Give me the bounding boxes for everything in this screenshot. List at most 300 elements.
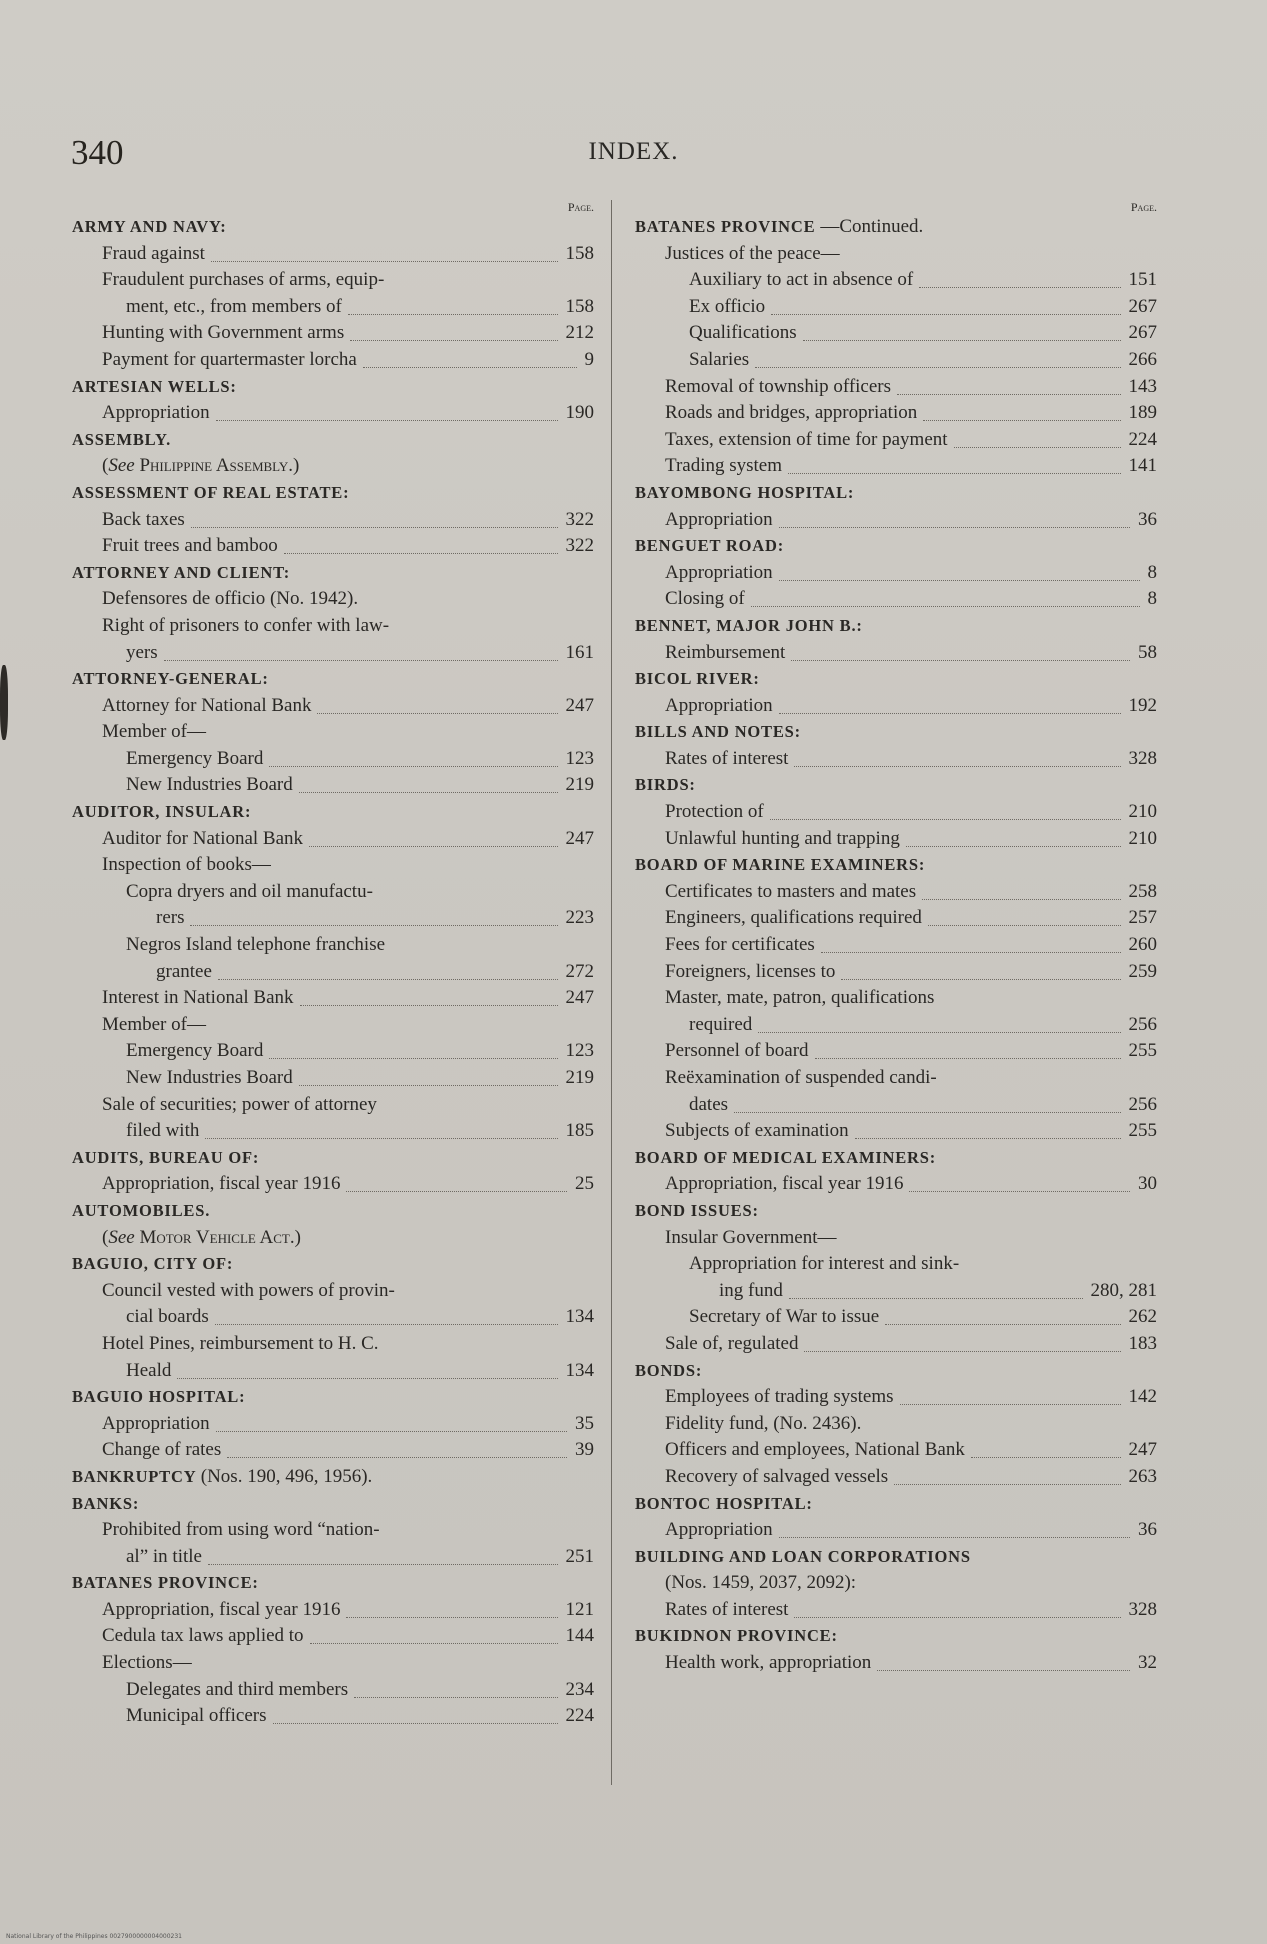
dot-leader bbox=[791, 659, 1130, 661]
index-entry bbox=[72, 294, 602, 321]
index-entry bbox=[72, 1650, 602, 1677]
heading-text: BAGUIO HOSPITAL: bbox=[72, 1387, 246, 1407]
dot-leader bbox=[971, 1456, 1121, 1458]
index-entry bbox=[635, 1411, 1165, 1438]
index-entry bbox=[635, 1437, 1165, 1464]
index-entry bbox=[72, 959, 602, 986]
index-entry bbox=[72, 852, 602, 879]
entry-text: New Industries Board bbox=[126, 774, 293, 796]
index-entry bbox=[635, 320, 1165, 347]
index-entry bbox=[72, 1304, 602, 1331]
entry-text: Reimbursement bbox=[665, 641, 786, 663]
index-heading bbox=[72, 427, 602, 454]
heading-text: BENGUET ROAD: bbox=[635, 536, 784, 556]
index-entry bbox=[635, 959, 1165, 986]
index-entry bbox=[635, 294, 1165, 321]
page-reference: 247 bbox=[565, 827, 594, 849]
index-entry bbox=[72, 1358, 602, 1385]
entry-text: Member of— bbox=[102, 1013, 206, 1035]
dot-leader bbox=[300, 1004, 558, 1006]
entry-text: Auditor for National Bank bbox=[102, 827, 304, 849]
index-entry bbox=[635, 1517, 1165, 1544]
index-entry bbox=[72, 533, 602, 560]
index-entry bbox=[72, 1038, 602, 1065]
index-entry bbox=[635, 1065, 1165, 1092]
entry-text: Emergency Board bbox=[126, 747, 264, 769]
dot-leader bbox=[751, 605, 1140, 607]
entry-text: Auxiliary to act in absence of bbox=[689, 269, 914, 291]
entry-text: Payment for quartermaster lorcha bbox=[102, 348, 357, 370]
page-reference: 192 bbox=[1128, 694, 1157, 716]
entry-text: Engineers, qualifications required bbox=[665, 907, 922, 929]
page-reference: 328 bbox=[1128, 747, 1157, 769]
index-heading bbox=[72, 1384, 602, 1411]
entry-text: Qualifications bbox=[689, 322, 797, 344]
index-entry bbox=[72, 1171, 602, 1198]
dot-leader bbox=[309, 845, 557, 847]
index-entry bbox=[72, 905, 602, 932]
entry-text: Prohibited from using word “nation- bbox=[102, 1519, 380, 1541]
entry-text: Fruit trees and bamboo bbox=[102, 535, 278, 557]
index-entry bbox=[72, 586, 602, 613]
heading-text: BOND ISSUES: bbox=[635, 1200, 759, 1220]
dot-leader bbox=[755, 366, 1120, 368]
dot-leader bbox=[317, 712, 557, 714]
page-reference: 142 bbox=[1128, 1386, 1157, 1408]
entry-text: Appropriation for interest and sink- bbox=[689, 1253, 960, 1275]
heading-text: BATANES PROVINCE bbox=[635, 217, 816, 236]
index-entry bbox=[635, 1278, 1165, 1305]
index-entry bbox=[72, 1012, 602, 1039]
entry-text: Negros Island telephone franchise bbox=[126, 934, 386, 956]
entry-text: yers bbox=[126, 641, 158, 663]
right-column bbox=[635, 200, 1165, 1677]
page-reference: 223 bbox=[565, 907, 594, 929]
page-reference: 263 bbox=[1128, 1465, 1157, 1487]
dot-leader bbox=[269, 765, 557, 767]
entry-text: Master, mate, patron, qualifications bbox=[665, 987, 935, 1009]
index-entry bbox=[72, 932, 602, 959]
page-reference: 322 bbox=[565, 508, 594, 530]
entry-text: Cedula tax laws applied to bbox=[102, 1625, 304, 1647]
page-reference: 328 bbox=[1128, 1598, 1157, 1620]
index-entry bbox=[72, 320, 602, 347]
dot-leader bbox=[815, 1057, 1121, 1059]
entry-text: Municipal officers bbox=[126, 1705, 267, 1727]
cross-ref-open: ( bbox=[102, 1226, 109, 1248]
dot-leader bbox=[190, 924, 557, 926]
index-entry bbox=[635, 241, 1165, 268]
heading-continuation: —Continued. bbox=[820, 216, 924, 237]
page-reference: 134 bbox=[565, 1306, 594, 1328]
dot-leader bbox=[841, 978, 1120, 980]
dot-leader bbox=[205, 1137, 557, 1139]
index-heading bbox=[72, 666, 602, 693]
dot-leader bbox=[922, 898, 1120, 900]
index-entry bbox=[635, 453, 1165, 480]
index-entry bbox=[72, 1411, 602, 1438]
heading-text: AUTOMOBILES. bbox=[72, 1200, 211, 1220]
cross-reference bbox=[72, 453, 602, 480]
dot-leader bbox=[909, 1190, 1130, 1192]
index-heading bbox=[72, 560, 602, 587]
dot-leader bbox=[218, 978, 558, 980]
index-heading bbox=[635, 1198, 1165, 1225]
index-entry bbox=[635, 905, 1165, 932]
dot-leader bbox=[779, 712, 1121, 714]
entry-text: Fees for certificates bbox=[665, 934, 815, 956]
index-heading bbox=[72, 1491, 602, 1518]
page-reference: 272 bbox=[565, 960, 594, 982]
page-reference: 189 bbox=[1128, 402, 1157, 424]
page-reference: 210 bbox=[1128, 801, 1157, 823]
entry-text: Rates of interest bbox=[665, 747, 789, 769]
entry-text: Defensores de officio (No. 1942). bbox=[102, 588, 359, 610]
dot-leader bbox=[348, 313, 558, 315]
entry-text: Taxes, extension of time for payment bbox=[665, 428, 948, 450]
entry-text: Insular Government— bbox=[665, 1226, 837, 1248]
index-entry bbox=[635, 400, 1165, 427]
entry-text: Delegates and third members bbox=[126, 1678, 349, 1700]
page-reference: 39 bbox=[575, 1439, 594, 1461]
cross-ref-open: ( bbox=[102, 455, 109, 477]
page-reference: 32 bbox=[1138, 1652, 1157, 1674]
index-heading bbox=[72, 214, 602, 241]
page-reference: 258 bbox=[1128, 880, 1157, 902]
entry-text: ing fund bbox=[719, 1279, 783, 1301]
dot-leader bbox=[346, 1190, 567, 1192]
page-reference: 255 bbox=[1128, 1120, 1157, 1142]
entry-text: Recovery of salvaged vessels bbox=[665, 1465, 889, 1487]
dot-leader bbox=[877, 1669, 1130, 1671]
left-entries bbox=[72, 214, 602, 1730]
index-entry bbox=[635, 1012, 1165, 1039]
dot-leader bbox=[923, 419, 1120, 421]
index-entry bbox=[635, 1384, 1165, 1411]
index-entry bbox=[72, 507, 602, 534]
heading-text: AUDITS, BUREAU OF: bbox=[72, 1147, 260, 1167]
page-number: 340 bbox=[71, 133, 124, 172]
entry-text: Employees of trading systems bbox=[665, 1386, 894, 1408]
dot-leader bbox=[803, 339, 1121, 341]
page-reference: 247 bbox=[565, 987, 594, 1009]
index-entry bbox=[635, 1251, 1165, 1278]
dot-leader bbox=[779, 526, 1130, 528]
entry-text: Fraud against bbox=[102, 242, 205, 264]
page-reference: 58 bbox=[1138, 641, 1157, 663]
heading-text: BONDS: bbox=[635, 1360, 703, 1380]
entry-text: Closing of bbox=[665, 588, 745, 610]
dot-leader bbox=[177, 1377, 557, 1379]
index-heading bbox=[72, 1464, 602, 1491]
index-entry bbox=[72, 1517, 602, 1544]
dot-leader bbox=[299, 1084, 558, 1086]
entry-text: Personnel of board bbox=[665, 1040, 809, 1062]
dot-leader bbox=[771, 313, 1120, 315]
index-entry bbox=[635, 826, 1165, 853]
index-entry bbox=[635, 586, 1165, 613]
index-entry bbox=[635, 374, 1165, 401]
dot-leader bbox=[779, 579, 1140, 581]
index-entry bbox=[635, 507, 1165, 534]
index-entry bbox=[635, 799, 1165, 826]
entry-text: Heald bbox=[126, 1359, 172, 1381]
entry-text: Council vested with powers of provin- bbox=[102, 1279, 395, 1301]
index-entry bbox=[635, 1650, 1165, 1677]
page-reference: 260 bbox=[1128, 934, 1157, 956]
index-entry bbox=[635, 267, 1165, 294]
page-column-label: Page. bbox=[1130, 200, 1157, 214]
index-entry bbox=[635, 1570, 1165, 1597]
page-reference: 121 bbox=[565, 1598, 594, 1620]
dot-leader bbox=[216, 419, 558, 421]
heading-text: AUDITOR, INSULAR: bbox=[72, 802, 252, 822]
heading-text: BAGUIO, CITY OF: bbox=[72, 1254, 234, 1274]
page-reference: 158 bbox=[565, 295, 594, 317]
index-entry bbox=[72, 241, 602, 268]
page-reference: 143 bbox=[1128, 375, 1157, 397]
index-entry bbox=[72, 1437, 602, 1464]
dot-leader bbox=[919, 286, 1120, 288]
index-heading bbox=[635, 533, 1165, 560]
cross-ref-target: Motor Vehicle Act. bbox=[139, 1226, 295, 1248]
dot-leader bbox=[310, 1642, 558, 1644]
heading-text: BAYOMBONG HOSPITAL: bbox=[635, 482, 855, 502]
entry-text: Interest in National Bank bbox=[102, 987, 294, 1009]
index-heading bbox=[72, 799, 602, 826]
index-heading bbox=[72, 1198, 602, 1225]
dot-leader bbox=[273, 1722, 558, 1724]
dot-leader bbox=[284, 552, 558, 554]
heading-text: ATTORNEY AND CLIENT: bbox=[72, 562, 291, 582]
entry-text: rers bbox=[156, 907, 185, 929]
entry-text: Member of— bbox=[102, 721, 206, 743]
index-entry bbox=[72, 1677, 602, 1704]
entry-text: Appropriation bbox=[665, 1519, 773, 1541]
dot-leader bbox=[346, 1616, 557, 1618]
index-entry bbox=[72, 1092, 602, 1119]
entry-text: Protection of bbox=[665, 801, 764, 823]
entry-text: Reëxamination of suspended candi- bbox=[665, 1067, 937, 1088]
dot-leader bbox=[954, 446, 1121, 448]
page-reference: 266 bbox=[1128, 348, 1157, 370]
heading-continuation: (Nos. 190, 496, 1956). bbox=[200, 1465, 373, 1487]
page-reference: 257 bbox=[1128, 907, 1157, 929]
page-reference: 161 bbox=[565, 641, 594, 663]
dot-leader bbox=[897, 393, 1120, 395]
page-reference: 256 bbox=[1128, 1093, 1157, 1115]
index-entry bbox=[72, 772, 602, 799]
heading-text: BICOL RIVER: bbox=[635, 669, 760, 689]
heading-text: BANKRUPTCY bbox=[72, 1466, 196, 1486]
index-heading bbox=[72, 1570, 602, 1597]
index-entry bbox=[72, 640, 602, 667]
heading-text: BOARD OF MARINE EXAMINERS: bbox=[635, 855, 926, 875]
entry-text: Back taxes bbox=[102, 508, 185, 530]
entry-text: (Nos. 1459, 2037, 2092): bbox=[665, 1572, 857, 1594]
page-reference: 190 bbox=[565, 402, 594, 424]
index-heading bbox=[635, 214, 1165, 241]
index-entry bbox=[72, 267, 602, 294]
dot-leader bbox=[894, 1483, 1120, 1485]
index-entry bbox=[635, 985, 1165, 1012]
index-entry bbox=[635, 560, 1165, 587]
index-heading bbox=[635, 1544, 1165, 1571]
page-reference: 259 bbox=[1128, 960, 1157, 982]
index-entry bbox=[72, 613, 602, 640]
index-entry bbox=[72, 1544, 602, 1571]
entry-text: Trading system bbox=[665, 455, 783, 477]
index-entry bbox=[635, 1597, 1165, 1624]
entry-text: Fraudulent purchases of arms, equip- bbox=[102, 269, 385, 291]
index-entry bbox=[72, 1065, 602, 1092]
page-reference: 35 bbox=[575, 1412, 594, 1434]
index-heading bbox=[635, 480, 1165, 507]
dot-leader bbox=[269, 1057, 557, 1059]
entry-text: Sale of, regulated bbox=[665, 1332, 799, 1354]
page-reference: 247 bbox=[1128, 1439, 1157, 1461]
entry-text: Copra dryers and oil manufactu- bbox=[126, 880, 373, 902]
page-reference: 8 bbox=[1147, 588, 1157, 610]
cross-ref-see: See bbox=[108, 1226, 135, 1248]
index-entry bbox=[635, 1225, 1165, 1252]
page-reference: 36 bbox=[1138, 508, 1157, 530]
cross-ref-see: See bbox=[108, 455, 135, 477]
heading-text: BUKIDNON PROVINCE: bbox=[635, 1626, 838, 1646]
index-heading bbox=[72, 1145, 602, 1172]
page-title: INDEX. bbox=[588, 138, 679, 165]
heading-text: BATANES PROVINCE: bbox=[72, 1573, 259, 1593]
entry-text: required bbox=[689, 1013, 753, 1035]
dot-leader bbox=[821, 951, 1121, 953]
dot-leader bbox=[779, 1536, 1130, 1538]
dot-leader bbox=[906, 845, 1121, 847]
page-reference: 134 bbox=[565, 1359, 594, 1381]
page-reference: 8 bbox=[1147, 561, 1157, 583]
entry-text: grantee bbox=[156, 960, 212, 982]
page-reference: 234 bbox=[565, 1678, 594, 1700]
entry-text: Appropriation bbox=[665, 694, 773, 716]
dot-leader bbox=[758, 1031, 1120, 1033]
cross-ref-target: Philippine Assembly. bbox=[139, 455, 293, 477]
dot-leader bbox=[900, 1403, 1121, 1405]
entry-text: dates bbox=[689, 1093, 729, 1115]
dot-leader bbox=[208, 1563, 558, 1565]
index-heading bbox=[635, 1491, 1165, 1518]
left-column bbox=[72, 200, 602, 1730]
heading-text: BUILDING AND LOAN CORPORATIONS bbox=[635, 1546, 971, 1566]
page-reference: 36 bbox=[1138, 1519, 1157, 1541]
page-reference: 247 bbox=[565, 694, 594, 716]
page-reference: 262 bbox=[1128, 1306, 1157, 1328]
page-reference: 219 bbox=[565, 774, 594, 796]
index-entry bbox=[72, 693, 602, 720]
dot-leader bbox=[770, 818, 1121, 820]
dot-leader bbox=[794, 1616, 1120, 1618]
entry-text: Appropriation bbox=[665, 561, 773, 583]
page-reference: 25 bbox=[575, 1173, 594, 1195]
heading-text: ARTESIAN WELLS: bbox=[72, 376, 237, 396]
heading-text: ARMY AND NAVY: bbox=[72, 217, 227, 236]
entry-text: Inspection of books— bbox=[102, 854, 271, 876]
entry-text: Appropriation, fiscal year 1916 bbox=[665, 1173, 904, 1195]
index-entry bbox=[635, 1038, 1165, 1065]
dot-leader bbox=[885, 1323, 1120, 1325]
heading-text: BONTOC HOSPITAL: bbox=[635, 1493, 813, 1513]
index-entry bbox=[635, 879, 1165, 906]
page-reference: 224 bbox=[1128, 428, 1157, 450]
page-column-label: Page. bbox=[567, 200, 594, 214]
heading-text: BIRDS: bbox=[635, 775, 696, 795]
heading-text: BENNET, MAJOR JOHN B.: bbox=[635, 615, 863, 635]
entry-text: Sale of securities; power of attorney bbox=[102, 1093, 377, 1115]
index-heading bbox=[635, 666, 1165, 693]
entry-text: Right of prisoners to confer with law- bbox=[102, 614, 390, 636]
index-entry bbox=[72, 1703, 602, 1730]
heading-text: ASSEMBLY. bbox=[72, 429, 172, 449]
index-entry bbox=[72, 719, 602, 746]
page-reference: 267 bbox=[1128, 295, 1157, 317]
index-entry bbox=[635, 427, 1165, 454]
page-reference: 212 bbox=[565, 322, 594, 344]
dot-leader bbox=[788, 472, 1120, 474]
page-reference: 267 bbox=[1128, 322, 1157, 344]
page-reference: 123 bbox=[565, 1040, 594, 1062]
page-reference: 255 bbox=[1128, 1040, 1157, 1062]
dot-leader bbox=[164, 659, 558, 661]
entry-text: Appropriation bbox=[102, 402, 210, 424]
scan-blemish bbox=[0, 665, 8, 740]
index-entry bbox=[72, 1118, 602, 1145]
entry-text: Health work, appropriation bbox=[665, 1652, 872, 1674]
page-reference: 30 bbox=[1138, 1173, 1157, 1195]
entry-text: Appropriation, fiscal year 1916 bbox=[102, 1598, 341, 1620]
index-entry bbox=[635, 640, 1165, 667]
cross-ref-close: ) bbox=[292, 455, 300, 477]
entry-text: Subjects of examination bbox=[665, 1120, 849, 1142]
index-entry bbox=[72, 746, 602, 773]
dot-leader bbox=[350, 339, 557, 341]
index-entry bbox=[635, 1171, 1165, 1198]
entry-text: Justices of the peace— bbox=[665, 242, 840, 264]
index-heading bbox=[72, 1251, 602, 1278]
right-entries bbox=[635, 214, 1165, 1677]
entry-text: Hunting with Government arms bbox=[102, 322, 345, 344]
heading-text: ATTORNEY-GENERAL: bbox=[72, 669, 269, 689]
entry-text: Ex officio bbox=[689, 295, 766, 317]
index-entry bbox=[635, 932, 1165, 959]
dot-leader bbox=[855, 1137, 1121, 1139]
entry-text: Certificates to masters and mates bbox=[665, 880, 917, 902]
entry-text: Roads and bridges, appropriation bbox=[665, 402, 918, 424]
page-reference: 210 bbox=[1128, 827, 1157, 849]
index-heading bbox=[635, 719, 1165, 746]
index-heading bbox=[635, 852, 1165, 879]
entry-text: Hotel Pines, reimbursement to H. C. bbox=[102, 1332, 379, 1354]
heading-text: BANKS: bbox=[72, 1493, 140, 1513]
index-entry bbox=[635, 1118, 1165, 1145]
entry-text: Rates of interest bbox=[665, 1598, 789, 1620]
entry-text: Change of rates bbox=[102, 1439, 222, 1461]
page-reference: 322 bbox=[565, 535, 594, 557]
entry-text: Unlawful hunting and trapping bbox=[665, 827, 900, 849]
heading-text: BOARD OF MEDICAL EXAMINERS: bbox=[635, 1147, 937, 1167]
index-heading bbox=[72, 374, 602, 401]
dot-leader bbox=[928, 924, 1121, 926]
entry-text: Salaries bbox=[689, 348, 750, 370]
cross-ref-close: ) bbox=[294, 1226, 301, 1248]
index-entry bbox=[72, 1623, 602, 1650]
